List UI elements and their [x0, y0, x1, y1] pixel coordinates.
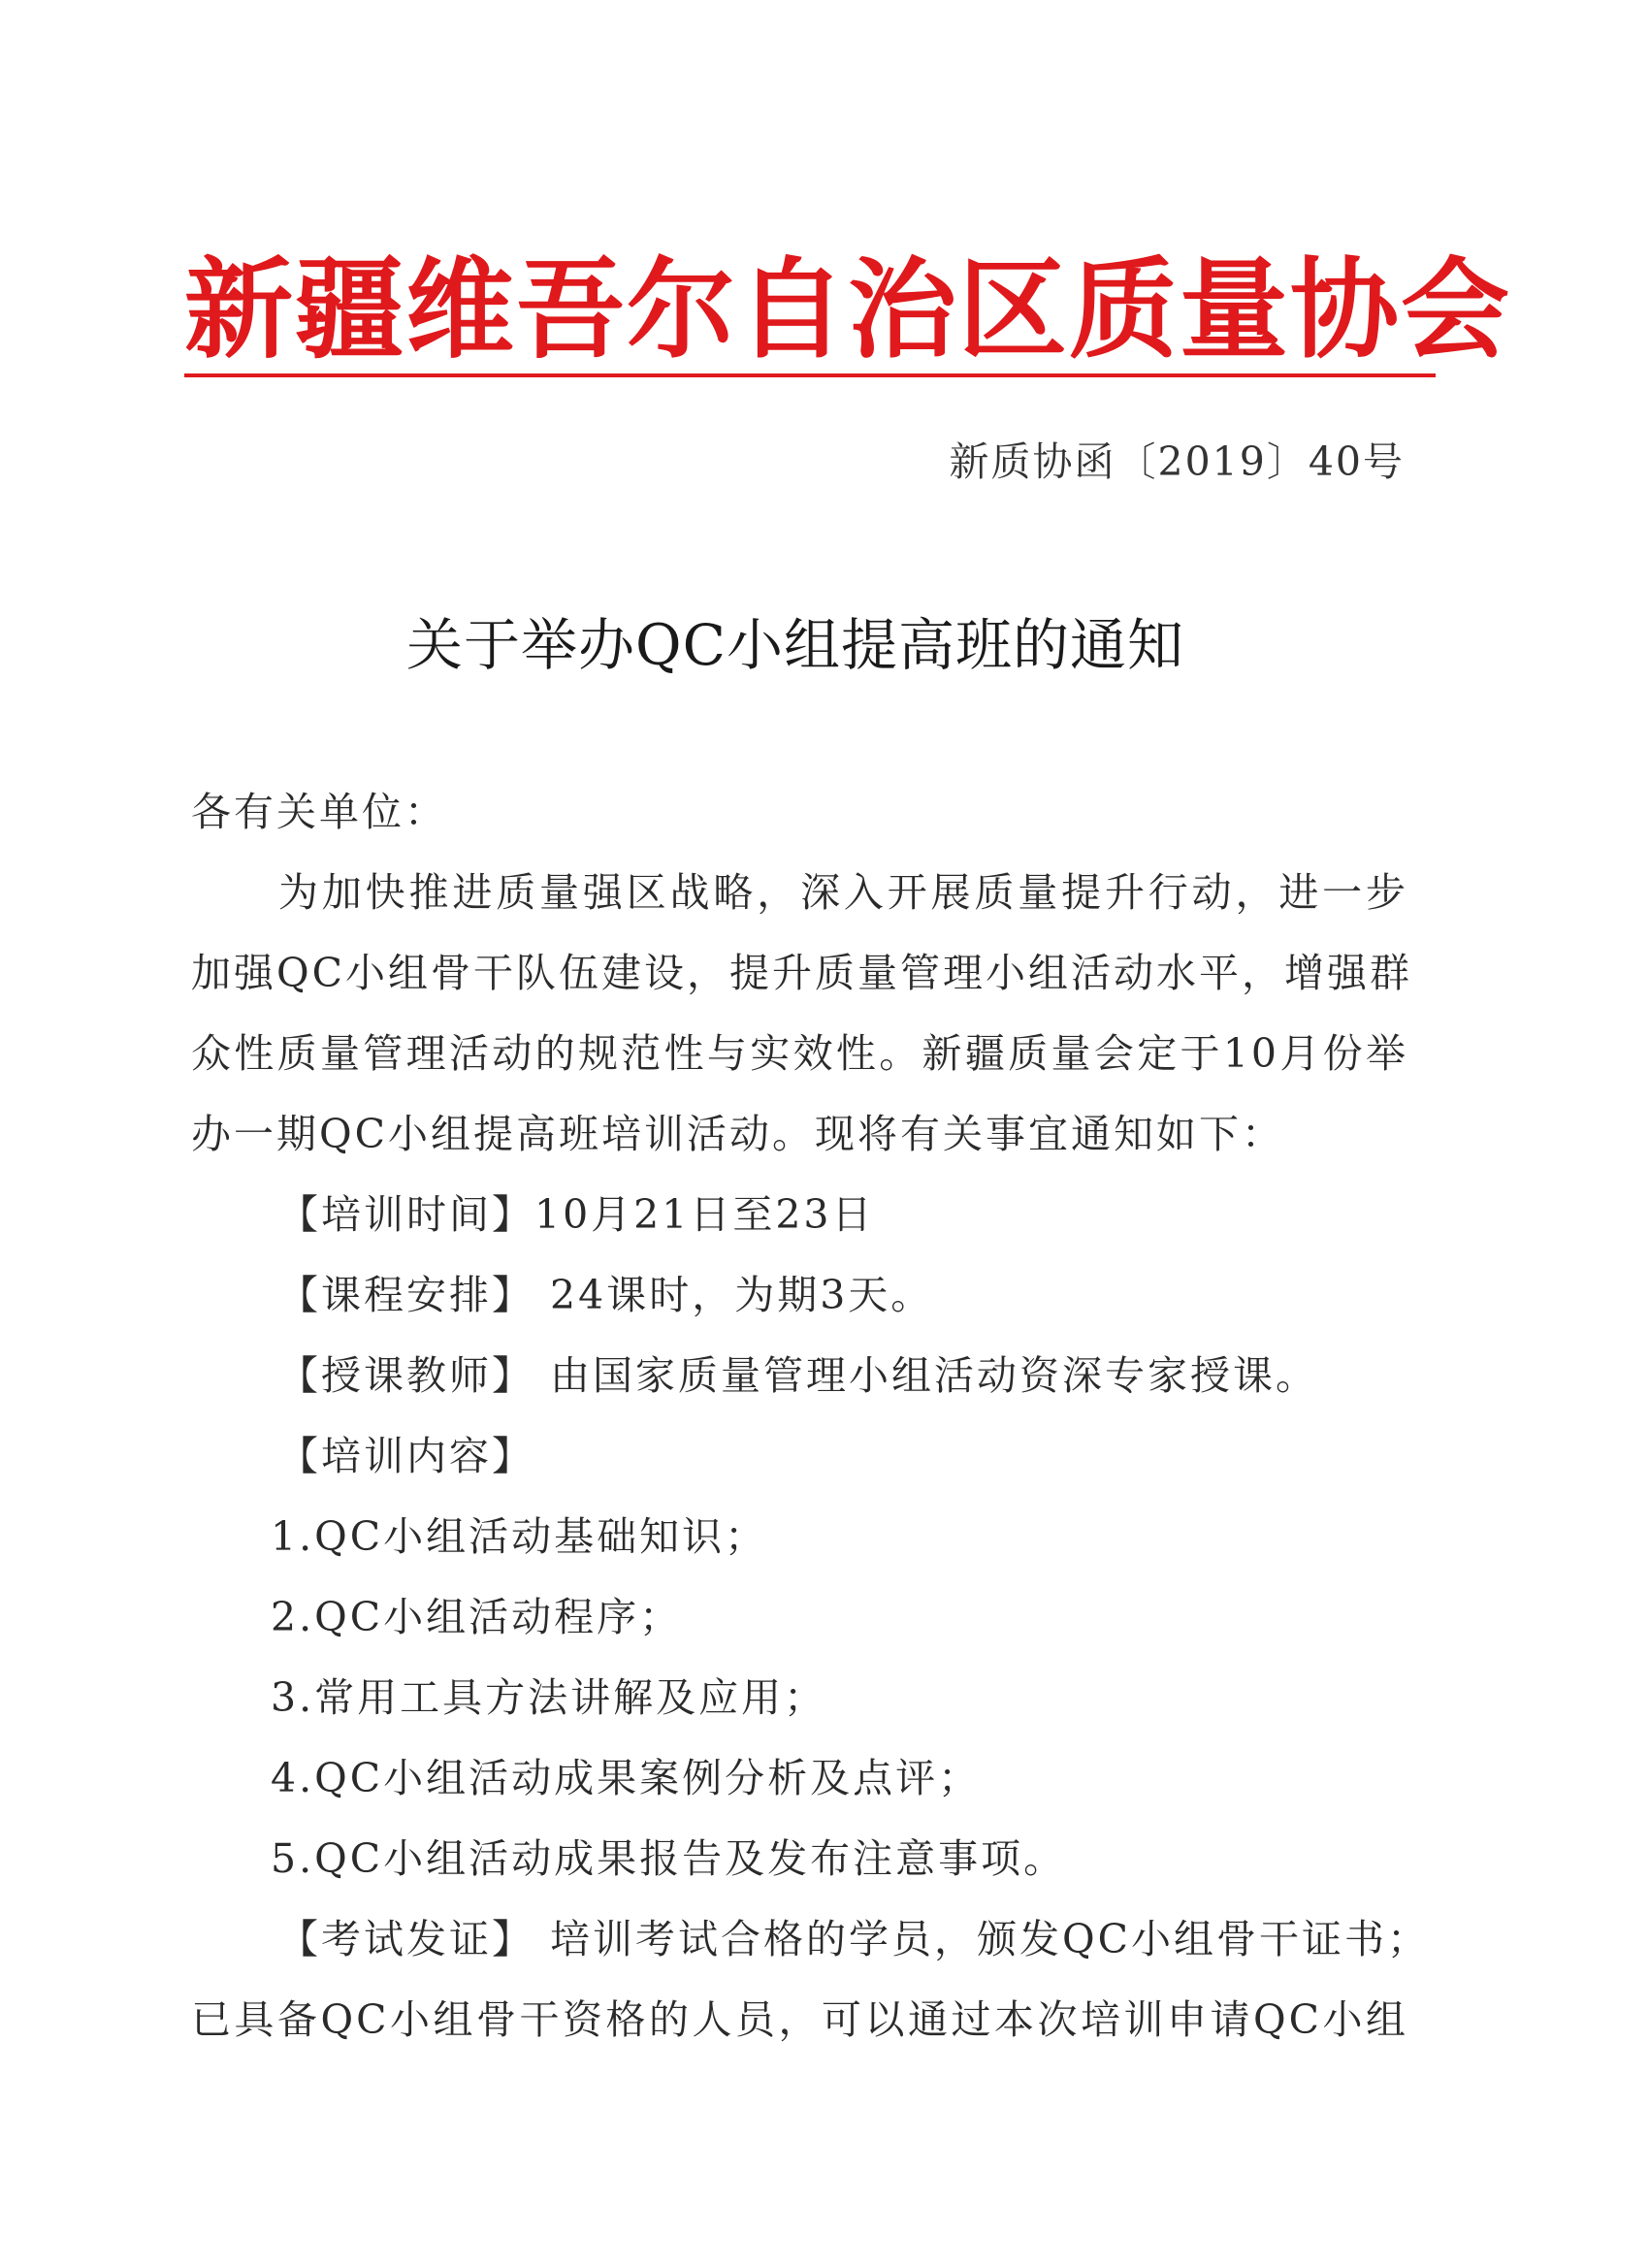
document-title: 关于举办QC小组提高班的通知 [406, 612, 1184, 678]
course-teacher: 【授课教师】 由国家质量管理小组活动资深专家授课。 [278, 1352, 1319, 1399]
exam-line-2: 已具备QC小组骨干资格的人员，可以通过本次培训申请QC小组 [191, 1996, 1408, 2043]
intro-line-1: 为加快推进质量强区战略，深入开展质量提升行动，进一步 [278, 869, 1408, 916]
intro-line-2: 加强QC小组骨干队伍建设，提升质量管理小组活动水平，增强群 [191, 950, 1412, 996]
content-item-3: 3.常用工具方法讲解及应用； [271, 1674, 827, 1721]
training-content-heading: 【培训内容】 [278, 1433, 534, 1479]
document-number: 新质协函〔2019〕40号 [949, 438, 1405, 485]
organization-header: 新疆维吾尔自治区质量协会 [184, 246, 1511, 373]
intro-line-4: 办一期QC小组提高班培训活动。现将有关事宜通知如下： [191, 1111, 1284, 1157]
header-red-rule [184, 373, 1436, 377]
content-item-2: 2.QC小组活动程序； [271, 1594, 683, 1640]
training-time: 【培训时间】10月21日至23日 [278, 1191, 875, 1238]
document-body [191, 783, 1431, 2083]
content-item-4: 4.QC小组活动成果案例分析及点评； [271, 1755, 982, 1801]
content-item-1: 1.QC小组活动基础知识； [271, 1513, 768, 1560]
intro-line-3: 众性质量管理活动的规范性与实效性。新疆质量会定于10月份举 [191, 1030, 1408, 1077]
salutation: 各有关单位： [191, 789, 447, 835]
exam-line-1: 【考试发证】 培训考试合格的学员，颁发QC小组骨干证书； [278, 1916, 1431, 1962]
content-item-5: 5.QC小组活动成果报告及发布注意事项。 [271, 1835, 1067, 1882]
course-schedule: 【课程安排】 24课时，为期3天。 [278, 1272, 934, 1318]
